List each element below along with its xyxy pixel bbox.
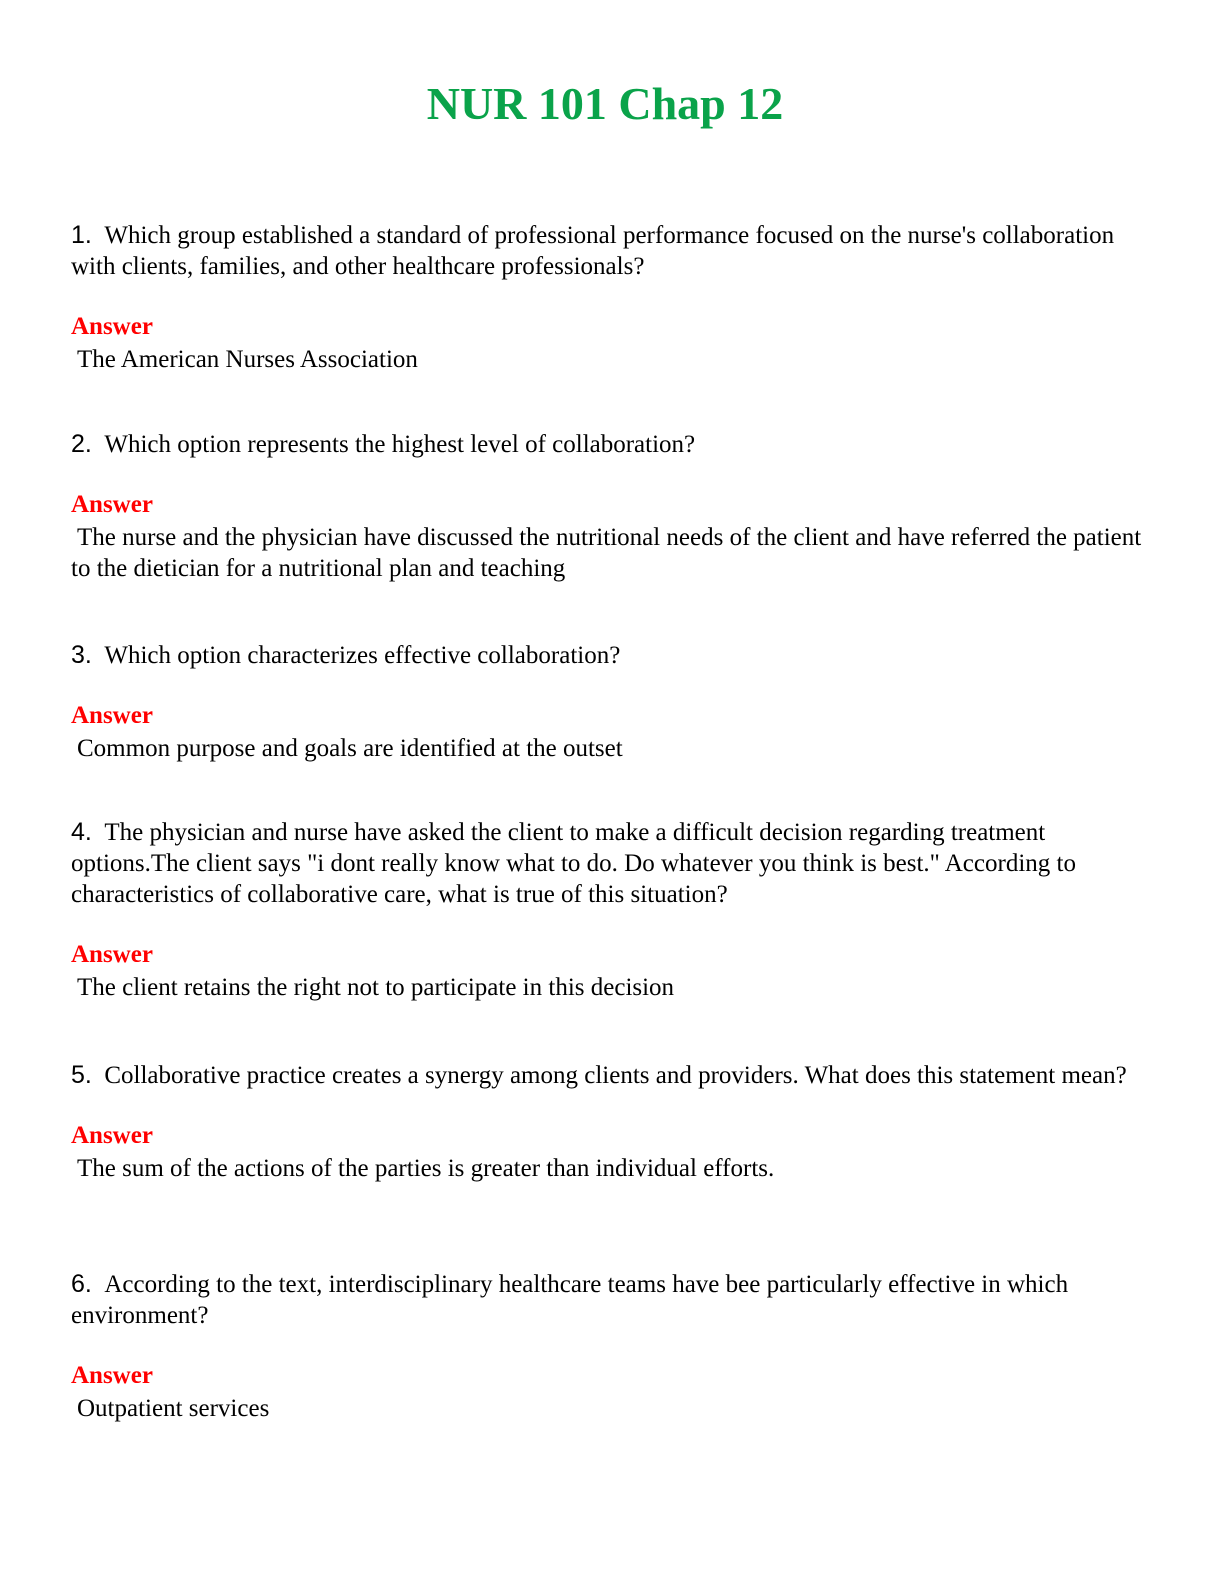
- answer-label: Answer: [71, 491, 153, 518]
- question-number: 1.: [71, 221, 92, 249]
- page-title: NUR 101 Chap 12: [426, 78, 784, 129]
- answer-text: The nurse and the physician have discussed the nutritional needs of the client and have referred the patient to the dietician for a nutritional plan and teaching: [71, 524, 1142, 582]
- answer-label: Answer: [71, 1362, 153, 1389]
- answer-text: The client retains the right not to participate in this decision: [77, 974, 675, 1001]
- question-text: The physician and nurse have asked the client to make a difficult decision regarding treatment options.The client says "i dont really know what to do. Do whatever you think is best." According to characteristics of collaborative care, what is true of this situation?: [71, 819, 1076, 908]
- question-1: [71, 220, 1151, 282]
- qa-item-1: [71, 220, 1151, 375]
- answer-text: The sum of the actions of the parties is greater than individual efforts.: [77, 1155, 775, 1182]
- question-text: According to the text, interdisciplinary healthcare teams have bee particularly effective in which environment?: [71, 1271, 1069, 1329]
- question-number: 3.: [71, 641, 92, 669]
- qa-item-4: [71, 817, 1151, 1003]
- answer-text: The American Nurses Association: [77, 346, 418, 373]
- question-number: 4.: [71, 818, 92, 846]
- question-2: [71, 429, 1151, 460]
- answer-text: Common purpose and goals are identified at the outset: [77, 735, 623, 762]
- question-text: Collaborative practice creates a synergy among clients and providers. What does this statement mean?: [104, 1062, 1127, 1089]
- answer-label: Answer: [71, 313, 153, 340]
- qa-item-3: [71, 640, 1151, 764]
- question-3: [71, 640, 1151, 671]
- answer-text: Outpatient services: [77, 1395, 270, 1422]
- question-text: Which option characterizes effective collaboration?: [104, 642, 621, 669]
- question-text: Which option represents the highest level of collaboration?: [104, 431, 696, 458]
- answer-label: Answer: [71, 702, 153, 729]
- question-6: [71, 1269, 1151, 1331]
- answer-label: Answer: [71, 941, 153, 968]
- question-number: 6.: [71, 1270, 92, 1298]
- question-5: [71, 1060, 1151, 1091]
- question-number: 5.: [71, 1061, 92, 1089]
- qa-item-6: [71, 1269, 1151, 1424]
- question-number: 2.: [71, 430, 92, 458]
- qa-item-5: [71, 1060, 1151, 1184]
- question-text: Which group established a standard of professional performance focused on the nurse's collaboration with clients, families, and other healthcare professionals?: [71, 222, 1115, 280]
- qa-item-2: [71, 429, 1151, 584]
- answer-label: Answer: [71, 1122, 153, 1149]
- question-4: [71, 817, 1151, 910]
